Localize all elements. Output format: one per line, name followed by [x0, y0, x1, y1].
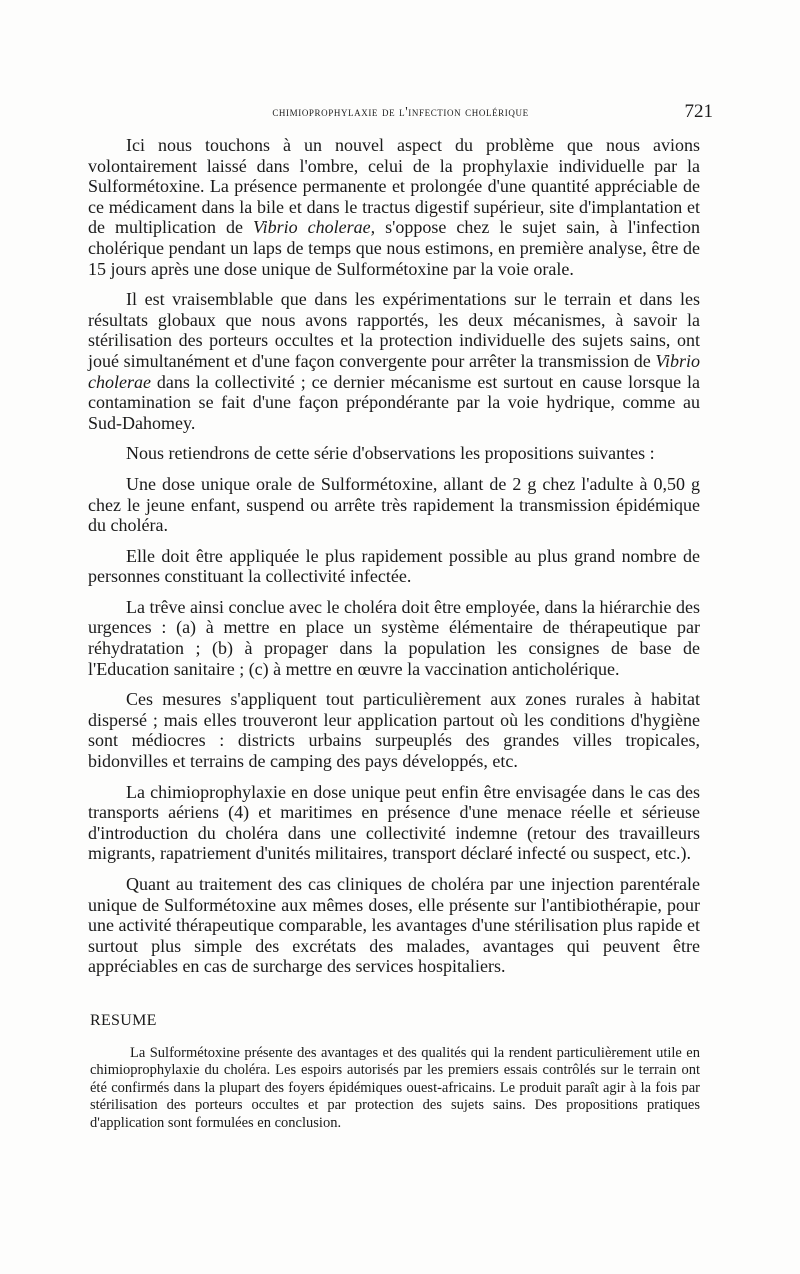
paragraph-application-rapide: Elle doit être appliquée le plus rapidement possible au plus grand nombre de personnes constituant la collectivité infectée. [88, 545, 700, 587]
paragraph-dose-unique: Une dose unique orale de Sulformétoxine, allant de 2 g chez l'adulte à 0,50 g chez le jeune enfant, suspend ou arrête très rapidement la transmission épidémique du choléra. [88, 473, 700, 536]
species-name: Vibrio cholerae [88, 350, 700, 392]
paragraph-text: Ici nous touchons à un nouvel aspect du problème que nous avions volontairement laissé dans l'ombre, celui de la prophylaxie individuelle par la Sulformétoxine. La présence permanente et prolongée d'une quantité appréciable de ce médicament dans la bile et dans le tractus digestif supérieur, site d'implantation et de multiplication de [88, 135, 700, 238]
paragraph-prophylaxie-individuelle [88, 135, 700, 279]
paragraph-transports: La chimioprophylaxie en dose unique peut enfin être envisagée dans le cas des transports aériens (4) et maritimes en présence d'une menace réelle et sérieuse d'introduction du choléra dans une collectivité indemne (retour des travailleurs migrants, rapatriement d'unités militaires, transport déclaré infecté ou suspect, etc.). [88, 781, 700, 864]
paragraph-propositions-intro: Nous retiendrons de cette série d'observations les propositions suivantes : [126, 443, 655, 464]
running-title: chimioprophylaxie de l'infection cholérique [272, 104, 529, 119]
summary-heading: RESUME [90, 1012, 157, 1029]
summary-paragraph: La Sulformétoxine présente des avantages et des qualités qui la rendent particulièrement utile en chimioprophylaxie du choléra. Les espoirs autorisés par les premiers essais contrôlés sur le terrain ont été confirmés dans la plupart des foyers épidémiques ouest-africains. Le produit paraît agir à la fois par stérilisation des porteurs occultes et par protection des sujets sains. Des propositions pratiques d'application sont formulées en conclusion. [90, 1045, 700, 1131]
paragraph-treve: La trêve ainsi conclue avec le choléra doit être employée, dans la hiérarchie des urgences : (a) à mettre en place un système élémentaire de thérapeutique par réhydratation ; (b) à propager dans la population les consignes de base de l'Education sanitaire ; (c) à mettre en œuvre la vaccination anticholérique. [88, 596, 700, 679]
paragraph-mecanismes [88, 289, 700, 433]
running-header [88, 102, 713, 124]
paragraph-text: dans la collectivité ; ce dernier mécanisme est surtout en cause lorsque la contamination se fait d'une façon prépondérante par la voie hydrique, comme au Sud-Dahomey. [88, 371, 700, 433]
paragraph-text: s'oppose chez le sujet sain, à l'infection cholérique pendant un laps de temps que nous estimons, en première analyse, être de 15 jours après une dose unique de Sulformétoxine par la voie orale. [88, 217, 700, 279]
paragraph-text: Il est vraisemblable que dans les expérimentations sur le terrain et dans les résultats globaux que nous avons rapportés, les deux mécanismes, à savoir la stérilisation des porteurs occultes et la protection individuelle des sujets sains, ont joué simultanément et d'une façon convergente pour arrêter la transmission de [88, 289, 700, 371]
species-name: Vibrio cholerae, [252, 217, 376, 238]
summary-block [90, 1045, 700, 1132]
page-number: 721 [684, 101, 713, 122]
article-body [88, 135, 700, 977]
paragraph-zones-rurales: Ces mesures s'appliquent tout particulièrement aux zones rurales à habitat dispersé ; mais elles trouveront leur application partout où les conditions d'hygiène sont médiocres : districts urbains surpeuplés des grandes villes tropicales, bidonvilles et terrains de camping des pays développés, etc. [88, 689, 700, 772]
paragraph-traitement: Quant au traitement des cas cliniques de choléra par une injection parentérale unique de Sulformétoxine aux mêmes doses, elle présente sur l'antibiothérapie, pour une activité thérapeutique comparable, les avantages d'une stérilisation plus rapide et surtout plus simple des excrétats des malades, avantages qui peuvent être appréciables en cas de surcharge des services hospitaliers. [88, 874, 700, 977]
